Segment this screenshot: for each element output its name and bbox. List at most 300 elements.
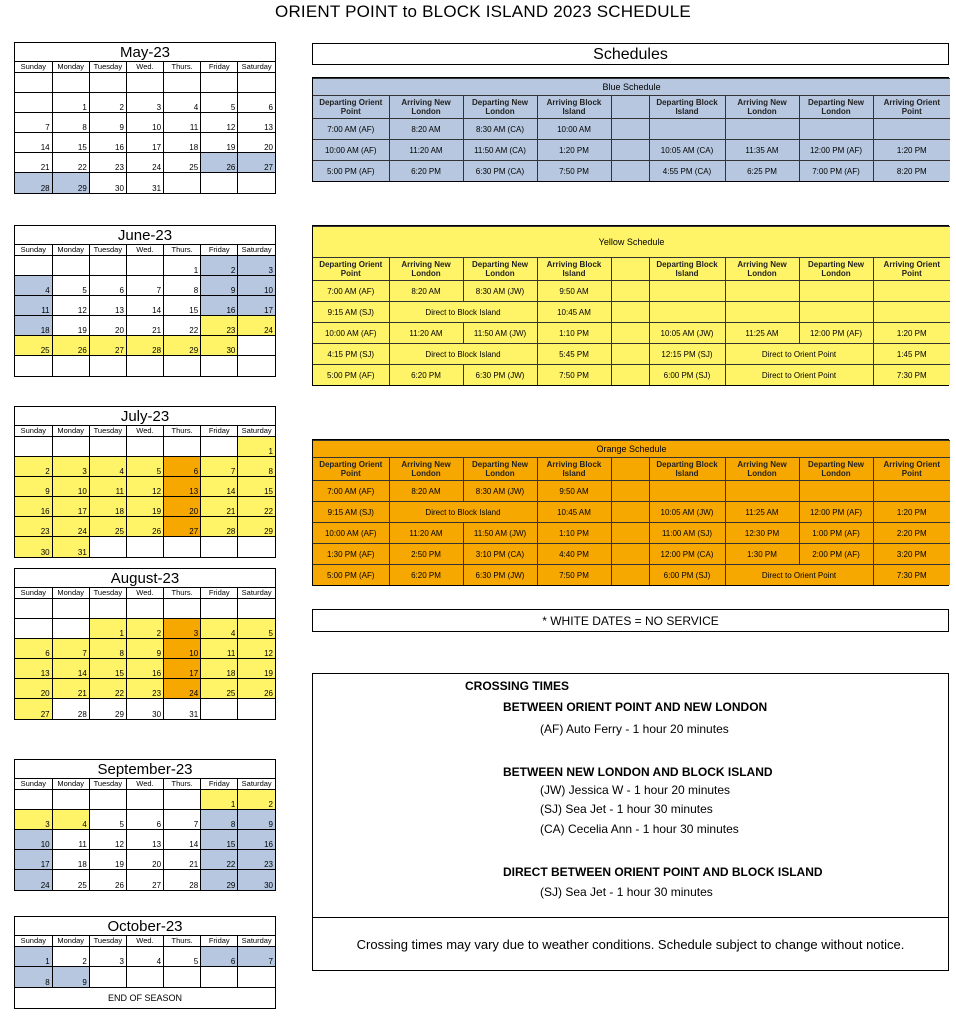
weekday-header: Sunday — [15, 245, 52, 256]
calendar-day: 9 — [52, 967, 89, 987]
schedule-cell: 1:10 PM — [537, 523, 611, 544]
schedule-cell: 8:30 AM (JW) — [463, 481, 537, 502]
schedule-cell: 7:30 PM — [873, 365, 950, 386]
schedule-cell — [649, 302, 725, 323]
calendar-day — [164, 599, 201, 619]
calendar-day: 29 — [52, 173, 89, 193]
schedule-cell: 7:30 PM — [873, 565, 950, 586]
calendar-day — [164, 73, 201, 93]
calendar-day: 10 — [164, 639, 201, 659]
calendar-day: 25 — [89, 517, 126, 537]
calendar-day: 21 — [52, 679, 89, 699]
calendar-day: 30 — [238, 870, 275, 890]
calendar-day — [164, 790, 201, 810]
calendar-day: 30 — [15, 537, 52, 557]
calendar-day: 1 — [164, 256, 201, 276]
weekday-header: Monday — [52, 245, 89, 256]
calendar-day: 27 — [15, 699, 52, 719]
calendar-day: 8 — [15, 967, 52, 987]
crossing-times-box — [312, 673, 949, 971]
calendar-day: 22 — [89, 679, 126, 699]
weekday-header: Tuesday — [89, 245, 126, 256]
crossing-line-jw: (JW) Jessica W - 1 hour 20 minutes — [540, 783, 731, 797]
calendar-day — [238, 699, 275, 719]
schedule-cell — [725, 281, 799, 302]
weekday-header: Wed. — [126, 426, 163, 437]
schedule-cell: 9:50 AM — [537, 481, 611, 502]
schedule-row — [313, 523, 950, 544]
calendar-day: 24 — [238, 316, 275, 336]
calendar-day: 29 — [238, 517, 275, 537]
schedule-cell: 7:50 PM — [537, 565, 611, 586]
schedule-cell: 11:20 AM — [389, 323, 463, 344]
crossing-heading-op-nl: BETWEEN ORIENT POINT AND NEW LONDON — [503, 700, 768, 714]
calendar-day: 2 — [201, 256, 238, 276]
schedule-column-header: Arriving New London — [389, 96, 463, 119]
schedule-row — [313, 365, 950, 386]
calendar-day — [89, 967, 126, 987]
calendar-day: 9 — [89, 113, 126, 133]
calendar-day — [52, 619, 89, 639]
calendar-day: 10 — [15, 830, 52, 850]
crossing-line-sj: (SJ) Sea Jet - 1 hour 30 minutes — [540, 802, 713, 816]
yellow-schedule-table — [312, 225, 949, 386]
calendar-day — [201, 437, 238, 457]
schedule-cell: Direct to Block Island — [389, 502, 537, 523]
schedule-row — [313, 344, 950, 365]
schedule-cell: 8:20 AM — [389, 481, 463, 502]
schedule-cell: 11:35 AM — [725, 140, 799, 161]
calendar-day: 1 — [201, 790, 238, 810]
calendar-day: 16 — [15, 497, 52, 517]
calendar-day: 12 — [126, 477, 163, 497]
calendar-day — [52, 437, 89, 457]
weekday-header: Tuesday — [89, 588, 126, 599]
calendar-day — [238, 599, 275, 619]
schedule-cell: 10:45 AM — [537, 502, 611, 523]
calendar-day: 28 — [201, 517, 238, 537]
calendar-day: 15 — [201, 830, 238, 850]
weekday-header: Monday — [52, 426, 89, 437]
calendar-week — [15, 173, 275, 193]
schedule-cell: 1:30 PM (AF) — [313, 544, 389, 565]
schedule-cell: 7:00 AM (AF) — [313, 119, 389, 140]
schedule-cell: 12:00 PM (AF) — [799, 323, 873, 344]
calendar-day: 23 — [201, 316, 238, 336]
weekday-header: Wed. — [126, 779, 163, 790]
calendar-day: 20 — [126, 850, 163, 870]
weekday-header: Saturday — [238, 588, 275, 599]
calendar-day: 24 — [164, 679, 201, 699]
schedule-cell: 6:25 PM — [725, 161, 799, 182]
calendar-day: 15 — [238, 477, 275, 497]
schedule-cell — [611, 323, 649, 344]
schedule-cell — [611, 544, 649, 565]
calendar-day — [126, 790, 163, 810]
schedule-column-header: Arriving Orient Point — [873, 458, 950, 481]
calendar-day: 25 — [164, 153, 201, 173]
blue-schedule-table — [312, 77, 949, 182]
schedule-cell: 12:00 PM (CA) — [649, 544, 725, 565]
schedule-column-header — [611, 258, 649, 281]
schedule-cell: 11:00 AM (SJ) — [649, 523, 725, 544]
weekday-header: Monday — [52, 779, 89, 790]
schedule-cell: 4:40 PM — [537, 544, 611, 565]
weekday-header: Friday — [201, 936, 238, 947]
calendar-day — [89, 73, 126, 93]
calendar-day: 10 — [52, 477, 89, 497]
schedule-cell: Direct to Orient Point — [725, 365, 873, 386]
schedule-column-header: Departing New London — [799, 458, 873, 481]
schedule-cell: 12:00 PM (AF) — [799, 140, 873, 161]
calendar-day: 19 — [201, 133, 238, 153]
calendar-week — [15, 967, 275, 987]
schedule-cell: 6:00 PM (SJ) — [649, 365, 725, 386]
calendar-day — [164, 356, 201, 376]
calendar-day — [238, 967, 275, 987]
weekday-header: Saturday — [238, 779, 275, 790]
calendar-day: 27 — [238, 153, 275, 173]
calendar-day: 27 — [126, 870, 163, 890]
weekday-header: Tuesday — [89, 426, 126, 437]
schedule-column-header: Departing New London — [463, 96, 537, 119]
calendar-day: 4 — [15, 276, 52, 296]
calendar-day: 21 — [15, 153, 52, 173]
schedule-row — [313, 140, 950, 161]
weekday-header: Thurs. — [164, 779, 201, 790]
schedule-row — [313, 544, 950, 565]
calendar-day — [164, 537, 201, 557]
schedule-column-header: Departing Block Island — [649, 258, 725, 281]
schedule-cell: 10:00 AM (AF) — [313, 140, 389, 161]
calendar-week — [15, 93, 275, 113]
schedule-cell: 6:00 PM (SJ) — [649, 565, 725, 586]
calendar-day: 18 — [164, 133, 201, 153]
schedule-column-header: Departing New London — [799, 258, 873, 281]
calendar-day: 2 — [126, 619, 163, 639]
calendar-day — [201, 356, 238, 376]
schedule-row — [313, 481, 950, 502]
calendar-week — [15, 113, 275, 133]
calendar-week — [15, 639, 275, 659]
calendar-day: 7 — [164, 810, 201, 830]
schedule-column-header: Arriving New London — [725, 258, 799, 281]
calendar-day: 3 — [164, 619, 201, 639]
calendar-day: 19 — [126, 497, 163, 517]
schedule-column-header: Departing New London — [463, 458, 537, 481]
calendar-day: 5 — [201, 93, 238, 113]
schedule-cell — [873, 119, 950, 140]
calendar-day: 29 — [164, 336, 201, 356]
calendar-day: 21 — [201, 497, 238, 517]
calendar-day: 25 — [201, 679, 238, 699]
calendar-day: 27 — [164, 517, 201, 537]
calendar-day: 17 — [164, 659, 201, 679]
schedule-cell — [611, 281, 649, 302]
calendar-day — [52, 790, 89, 810]
schedule-cell: 7:50 PM — [537, 161, 611, 182]
schedule-cell: 4:15 PM (SJ) — [313, 344, 389, 365]
calendar-day: 29 — [201, 870, 238, 890]
schedule-cell: 4:55 PM (CA) — [649, 161, 725, 182]
calendar-day — [164, 173, 201, 193]
calendar-day: 22 — [52, 153, 89, 173]
schedule-column-header: Arriving New London — [389, 458, 463, 481]
calendar-week — [15, 457, 275, 477]
calendar-day: 17 — [15, 850, 52, 870]
calendar-day: 3 — [15, 810, 52, 830]
weekday-header: Sunday — [15, 588, 52, 599]
schedule-cell: 3:10 PM (CA) — [463, 544, 537, 565]
calendar-day: 13 — [89, 296, 126, 316]
calendar-day: 11 — [15, 296, 52, 316]
calendar-week — [15, 437, 275, 457]
calendar-day: 23 — [238, 850, 275, 870]
calendar-may-23 — [14, 42, 276, 194]
schedule-cell: Direct to Orient Point — [725, 565, 873, 586]
schedule-cell — [611, 523, 649, 544]
calendar-day — [89, 537, 126, 557]
schedule-cell: 10:05 AM (JW) — [649, 502, 725, 523]
calendar-day: 5 — [164, 947, 201, 967]
calendar-day — [238, 73, 275, 93]
schedule-cell: 12:30 PM — [725, 523, 799, 544]
weekday-header: Friday — [201, 62, 238, 73]
schedule-cell — [799, 119, 873, 140]
calendar-day: 11 — [201, 639, 238, 659]
calendar-day: 8 — [238, 457, 275, 477]
weekday-header: Sunday — [15, 779, 52, 790]
schedule-column-header: Departing Orient Point — [313, 96, 389, 119]
calendar-day: 15 — [164, 296, 201, 316]
crossing-line-direct-sj: (SJ) Sea Jet - 1 hour 30 minutes — [540, 885, 713, 899]
orange-schedule-table — [312, 439, 949, 586]
calendar-day: 21 — [126, 316, 163, 336]
disclaimer: Crossing times may vary due to weather conditions. Schedule subject to change without notice. — [313, 917, 948, 972]
crossing-heading-direct: DIRECT BETWEEN ORIENT POINT AND BLOCK ISLAND — [503, 865, 823, 879]
schedule-cell: 10:00 AM (AF) — [313, 323, 389, 344]
weekday-header: Thurs. — [164, 62, 201, 73]
calendar-day: 12 — [201, 113, 238, 133]
calendar-day — [52, 73, 89, 93]
weekday-header: Saturday — [238, 426, 275, 437]
schedule-row — [313, 565, 950, 586]
calendar-day — [126, 437, 163, 457]
calendar-day: 1 — [15, 947, 52, 967]
calendar-day: 10 — [126, 113, 163, 133]
schedule-column-header: Arriving Orient Point — [873, 96, 950, 119]
calendar-month-name: June-23 — [15, 226, 275, 245]
calendar-week — [15, 336, 275, 356]
calendar-day: 18 — [201, 659, 238, 679]
schedule-cell: 6:20 PM — [389, 565, 463, 586]
weekday-header: Thurs. — [164, 245, 201, 256]
calendar-day: 18 — [52, 850, 89, 870]
calendar-day — [52, 256, 89, 276]
calendar-day — [238, 173, 275, 193]
schedule-cell: 11:50 AM (JW) — [463, 523, 537, 544]
calendar-day: 22 — [201, 850, 238, 870]
weekday-header: Wed. — [126, 936, 163, 947]
weekday-header: Friday — [201, 245, 238, 256]
calendar-day: 6 — [89, 276, 126, 296]
calendar-day: 8 — [201, 810, 238, 830]
schedule-column-header: Departing Orient Point — [313, 458, 389, 481]
schedule-column-header — [611, 458, 649, 481]
calendar-day: 28 — [15, 173, 52, 193]
calendar-day: 26 — [126, 517, 163, 537]
calendar-day — [201, 599, 238, 619]
schedule-column-header: Departing New London — [463, 258, 537, 281]
schedule-cell — [611, 302, 649, 323]
page-title: ORIENT POINT to BLOCK ISLAND 2023 SCHEDULE — [275, 2, 691, 21]
calendar-day — [52, 356, 89, 376]
calendar-week — [15, 870, 275, 890]
calendar-day — [89, 256, 126, 276]
schedule-row — [313, 502, 950, 523]
calendar-day: 6 — [164, 457, 201, 477]
calendar-day — [126, 537, 163, 557]
weekday-header: Thurs. — [164, 588, 201, 599]
calendar-day: 20 — [89, 316, 126, 336]
calendar-day — [201, 537, 238, 557]
calendar-day: 9 — [201, 276, 238, 296]
calendar-day: 20 — [164, 497, 201, 517]
calendar-week — [15, 947, 275, 967]
calendar-day: 23 — [89, 153, 126, 173]
schedule-cell: 9:50 AM — [537, 281, 611, 302]
calendar-day: 9 — [15, 477, 52, 497]
calendar-day: 9 — [238, 810, 275, 830]
calendar-day: 10 — [238, 276, 275, 296]
calendar-day: 14 — [52, 659, 89, 679]
calendar-day: 25 — [52, 870, 89, 890]
schedule-row — [313, 161, 950, 182]
calendar-day — [89, 437, 126, 457]
schedule-cell: 1:20 PM — [873, 140, 950, 161]
calendar-day: 1 — [52, 93, 89, 113]
calendar-day: 17 — [126, 133, 163, 153]
calendar-day — [126, 967, 163, 987]
calendar-day — [15, 437, 52, 457]
calendar-day: 14 — [126, 296, 163, 316]
calendar-day: 28 — [126, 336, 163, 356]
schedule-column-header: Arriving New London — [725, 96, 799, 119]
calendar-day — [15, 599, 52, 619]
weekday-header: Wed. — [126, 62, 163, 73]
schedule-cell: 8:20 AM — [389, 281, 463, 302]
schedule-cell: Direct to Block Island — [389, 302, 537, 323]
schedule-cell — [873, 281, 950, 302]
calendar-week — [15, 810, 275, 830]
calendar-day: 4 — [201, 619, 238, 639]
calendar-day: 16 — [238, 830, 275, 850]
schedule-cell: 10:00 AM — [537, 119, 611, 140]
schedule-cell: 1:20 PM — [537, 140, 611, 161]
calendar-day: 17 — [52, 497, 89, 517]
calendar-day: 1 — [89, 619, 126, 639]
schedule-column-header — [611, 96, 649, 119]
calendar-september-23 — [14, 759, 276, 891]
calendar-day: 18 — [89, 497, 126, 517]
calendar-day: 19 — [52, 316, 89, 336]
calendar-day: 13 — [164, 477, 201, 497]
schedule-column-header: Arriving Block Island — [537, 96, 611, 119]
weekday-header: Sunday — [15, 936, 52, 947]
schedule-title: Blue Schedule — [313, 79, 950, 96]
calendar-day: 21 — [164, 850, 201, 870]
calendar-day: 3 — [89, 947, 126, 967]
calendar-day: 3 — [52, 457, 89, 477]
schedule-cell: 1:20 PM — [873, 323, 950, 344]
calendar-day: 6 — [201, 947, 238, 967]
calendar-week — [15, 850, 275, 870]
schedule-column-header: Arriving Block Island — [537, 258, 611, 281]
schedule-cell — [725, 481, 799, 502]
calendar-day: 11 — [164, 113, 201, 133]
weekday-header: Monday — [52, 588, 89, 599]
calendar-week — [15, 537, 275, 557]
calendar-day: 14 — [15, 133, 52, 153]
calendar-day: 6 — [15, 639, 52, 659]
calendar-week — [15, 599, 275, 619]
schedule-column-header: Departing Block Island — [649, 96, 725, 119]
schedule-cell: Direct to Orient Point — [725, 344, 873, 365]
calendar-day: 16 — [201, 296, 238, 316]
schedule-column-header: Arriving Orient Point — [873, 258, 950, 281]
schedule-cell: 5:00 PM (AF) — [313, 565, 389, 586]
schedule-cell: 5:00 PM (AF) — [313, 365, 389, 386]
calendar-day — [201, 173, 238, 193]
calendar-day — [126, 256, 163, 276]
schedule-cell: 2:50 PM — [389, 544, 463, 565]
calendar-day: 2 — [89, 93, 126, 113]
schedule-cell — [649, 481, 725, 502]
schedule-cell — [611, 365, 649, 386]
calendar-day: 7 — [52, 639, 89, 659]
schedule-cell: 12:15 PM (SJ) — [649, 344, 725, 365]
schedule-cell: 8:20 PM — [873, 161, 950, 182]
calendar-week — [15, 153, 275, 173]
schedule-cell: 1:20 PM — [873, 502, 950, 523]
calendar-day: 15 — [52, 133, 89, 153]
weekday-header: Tuesday — [89, 62, 126, 73]
schedule-cell: 11:25 AM — [725, 323, 799, 344]
calendar-day: 24 — [15, 870, 52, 890]
calendar-day: 14 — [164, 830, 201, 850]
schedule-cell: 7:00 AM (AF) — [313, 281, 389, 302]
schedule-cell: 9:15 AM (SJ) — [313, 302, 389, 323]
calendar-day — [15, 619, 52, 639]
schedule-cell: 2:20 PM — [873, 523, 950, 544]
calendar-day: 7 — [126, 276, 163, 296]
schedule-cell: 6:30 PM (JW) — [463, 565, 537, 586]
schedules-heading: Schedules — [312, 43, 949, 65]
weekday-header: Wed. — [126, 588, 163, 599]
schedule-cell: 6:20 PM — [389, 161, 463, 182]
end-of-season-label: END OF SEASON — [15, 987, 275, 1008]
calendar-week — [15, 517, 275, 537]
calendar-day — [52, 599, 89, 619]
schedule-cell — [611, 344, 649, 365]
schedule-cell — [799, 302, 873, 323]
calendar-day: 12 — [52, 296, 89, 316]
calendar-day: 5 — [52, 276, 89, 296]
calendar-day: 28 — [52, 699, 89, 719]
calendar-day: 26 — [201, 153, 238, 173]
calendar-day: 26 — [89, 870, 126, 890]
calendar-day — [201, 967, 238, 987]
